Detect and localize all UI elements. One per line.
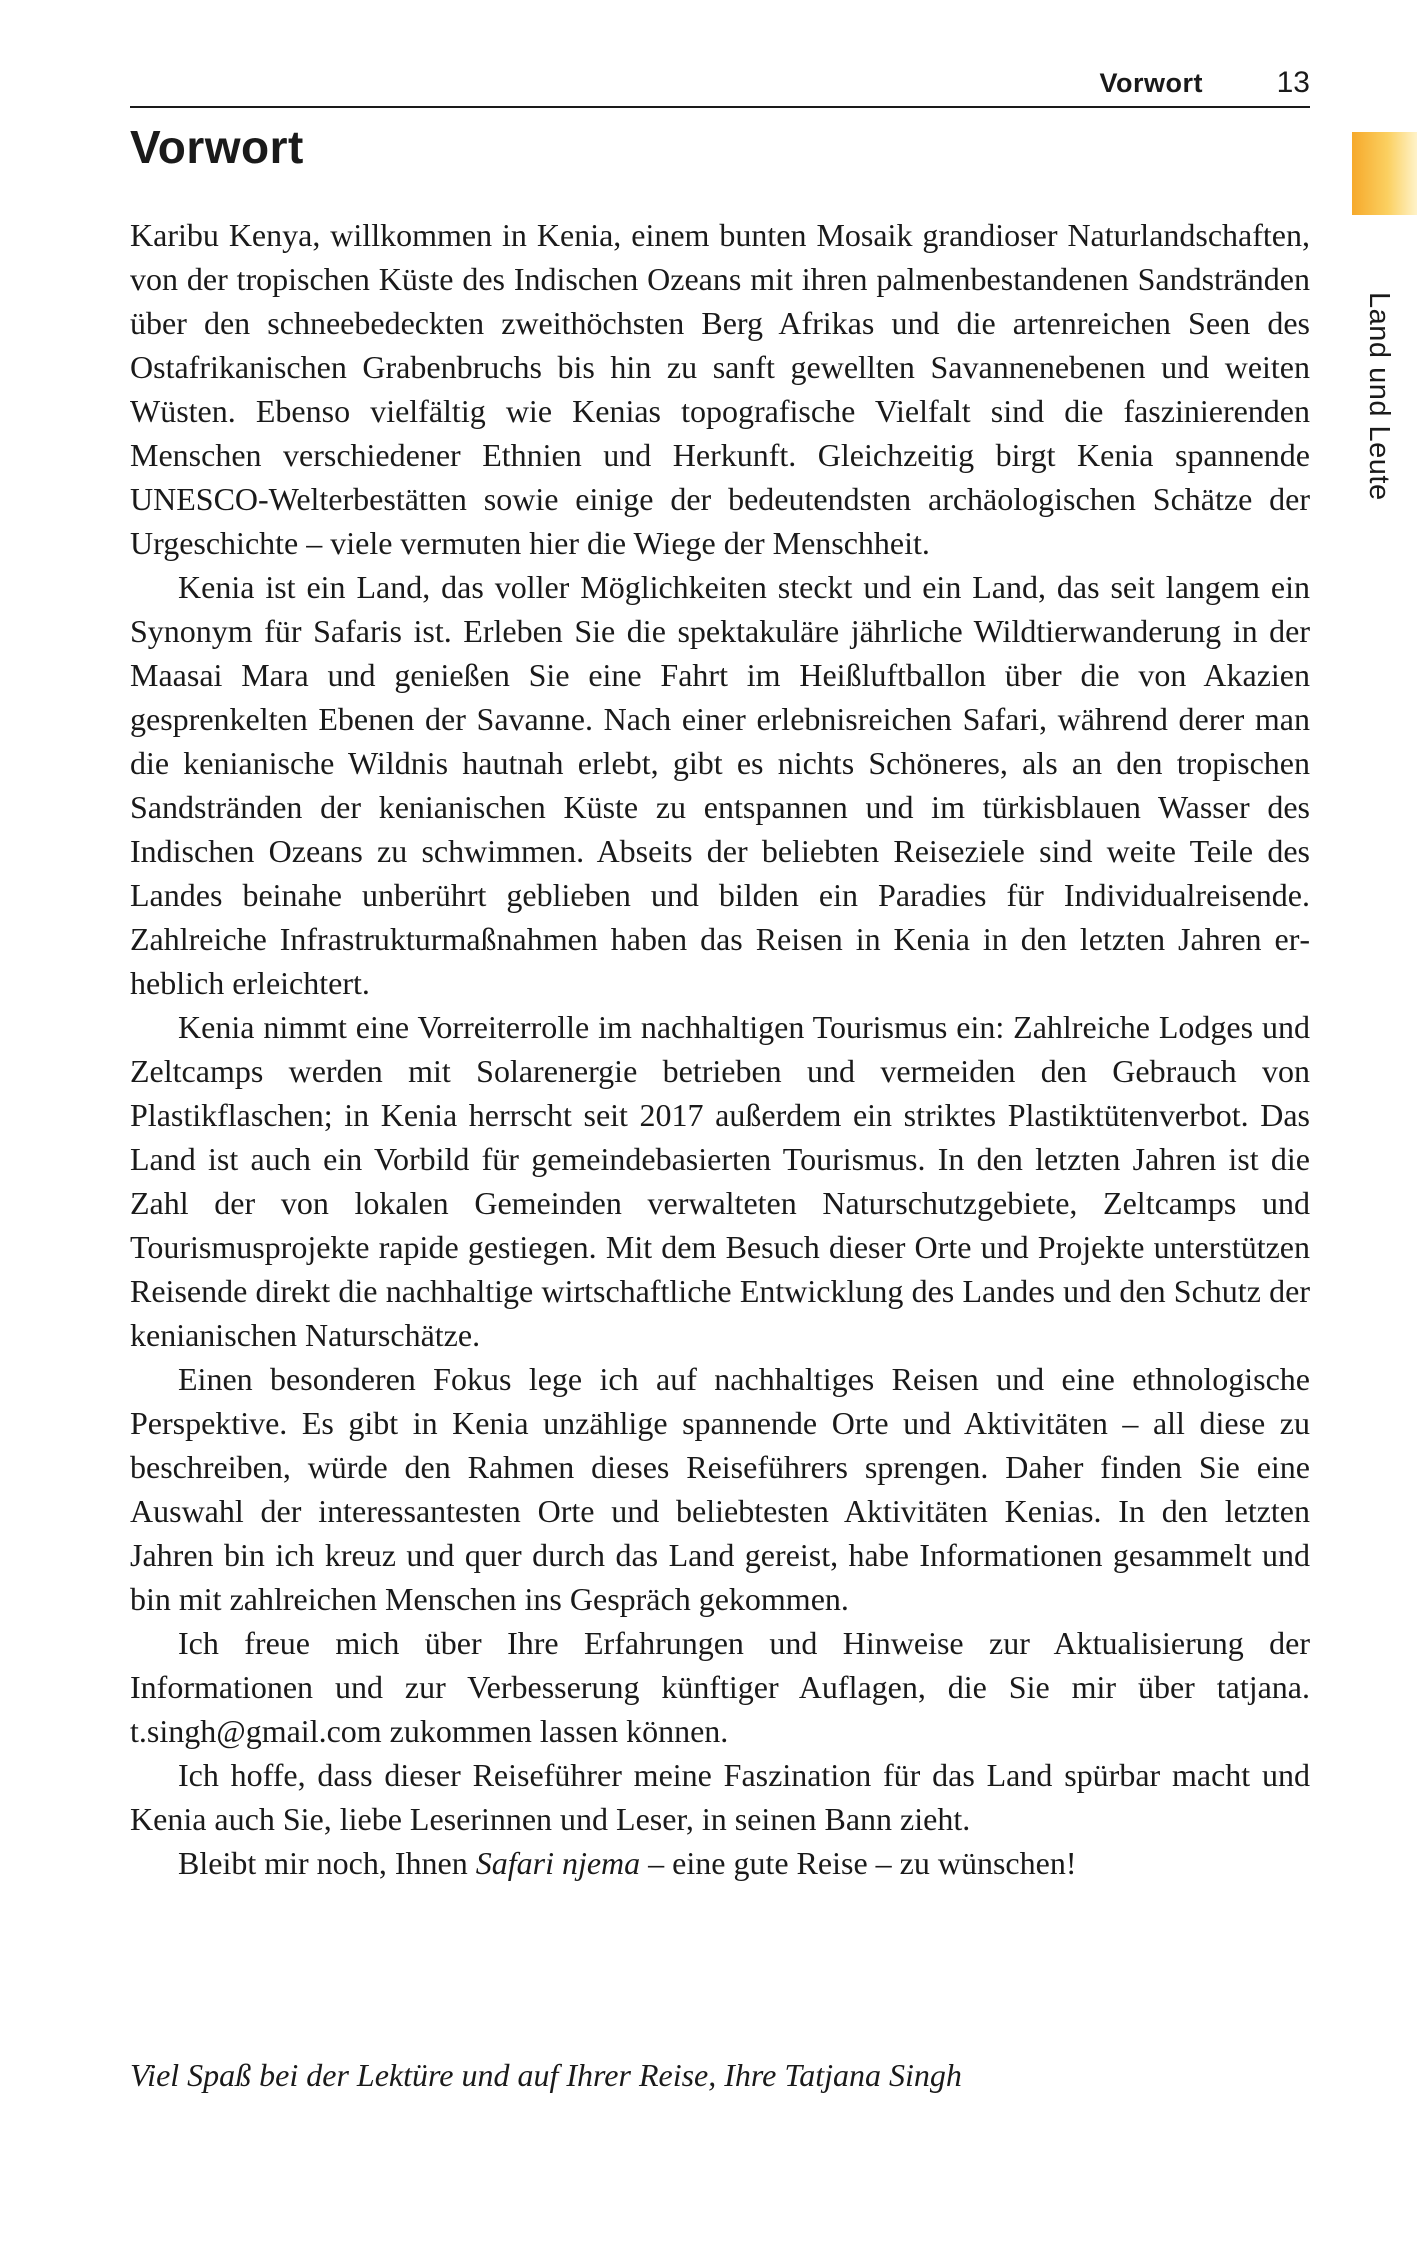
paragraph: Kenia ist ein Land, das voller Möglichkeiten steckt und ein Land, das seit langem ein Synonym für Safaris ist. Erleben Sie die spektakuläre jährliche Wildtierwanderung in der Maasai Mara und genießen Sie eine Fahrt im Heißluftballon über die von Akazien gesprenkelten Ebenen der Savanne. Nach einer erlebnisreichen Safari, während derer man die kenianische Wildnis hautnah erlebt, gibt es nichts Schöneres, als an den tropischen Sandstränden der kenianischen Küste zu entspannen und im türkisblauen Wasser des Indischen Ozeans zu schwimmen. Abseits der beliebten Reiseziele sind weite Teile des Landes beinahe unberührt geblieben und bilden ein Paradies für Individualreisende. Zahlreiche Infrastrukturmaßnahmen haben das Reisen in Kenia in den letzten Jahren erheblich erleichtert. [130,569,1310,1001]
paragraph: Kenia nimmt eine Vorreiterrolle im nachhaltigen Tourismus ein: Zahlreiche Lodges und Zeltcamps werden mit Solarenergie betrieben und vermeiden den Gebrauch von Plastikflaschen; in Kenia herrscht seit 2017 außerdem ein striktes Plastiktütenverbot. Das Land ist auch ein Vorbild für gemeindebasierten Tourismus. In den letzten Jahren ist die Zahl der von lokalen Gemeinden verwalteten Naturschutzgebiete, Zeltcamps und Tourismusprojekte rapide gestiegen. Mit dem Besuch dieser Orte und Projekte unterstützen Reisende direkt die nachhaltige wirtschaftliche Entwicklung des Landes und den Schutz der kenianischen Naturschätze. [130,1009,1310,1353]
running-head-section: Vorwort [1099,68,1203,98]
chapter-title: Vorwort [130,121,304,173]
chapter-side-label: Land und Leute [1363,292,1395,501]
closing-text-before: Bleibt mir noch, Ihnen [178,1845,476,1881]
closing-emphasis: Safari njema [475,1845,641,1881]
paragraph: Karibu Kenya, willkommen in Kenia, einem bunten Mosaik grandioser Naturlandschaften, von der tropischen Küste des Indischen Ozeans mit ihren palmenbestandenen Sandstränden über den schneebedeckten zweithöchsten Berg Afrikas und die artenreichen Seen des Ostafrikanischen Grabenbruchs bis hin zu sanft gewellten Savannenebenen und weiten Wüsten. Ebenso vielfältig wie Kenias topografische Vielfalt sind die faszinierenden Menschen verschiedener Ethnien und Herkunft. Gleichzeitig birgt Kenia spannende UNESCO-Welterbestätten sowie einige der bedeutendsten archäologischen Schätze der Urgeschichte – viele vermuten hier die Wiege der Menschheit. [130,217,1310,561]
chapter-thumb-tab [1352,132,1417,215]
paragraph: Einen besonderen Fokus lege ich auf nachhaltiges Reisen und eine ethnologische Perspektive. Es gibt in Kenia unzählige spannende Orte und Aktivitäten – all diese zu beschreiben, würde den Rahmen dieses Reiseführers sprengen. Daher finden Sie eine Auswahl der interessantesten Orte und beliebtesten Aktivitäten Kenias. In den letzten Jahren bin ich kreuz und quer durch das Land gereist, habe Informationen gesammelt und bin mit zahlreichen Menschen ins Gespräch gekommen. [130,1361,1310,1617]
closing-paragraph [130,1841,1310,1885]
running-head [130,60,1310,108]
page-number: 13 [1276,66,1310,99]
body-text [130,213,1310,1885]
closing-text-after: – eine gute Reise – zu wünschen! [640,1845,1077,1881]
paragraph: Ich hoffe, dass dieser Reiseführer meine Faszination für das Land spürbar macht und Kenia auch Sie, liebe Leserinnen und Leser, in seinen Bann zieht. [130,1757,1310,1837]
author-signature: Viel Spaß bei der Lektüre und auf Ihrer Reise, Ihre Tatjana Singh [130,2057,962,2093]
paragraph: Ich freue mich über Ihre Erfahrungen und Hinweise zur Aktualisierung der Informationen und zur Verbesserung künftiger Auflagen, die Sie mir über tatjana.​t.singh@gmail.com zukommen lassen können. [130,1625,1310,1749]
